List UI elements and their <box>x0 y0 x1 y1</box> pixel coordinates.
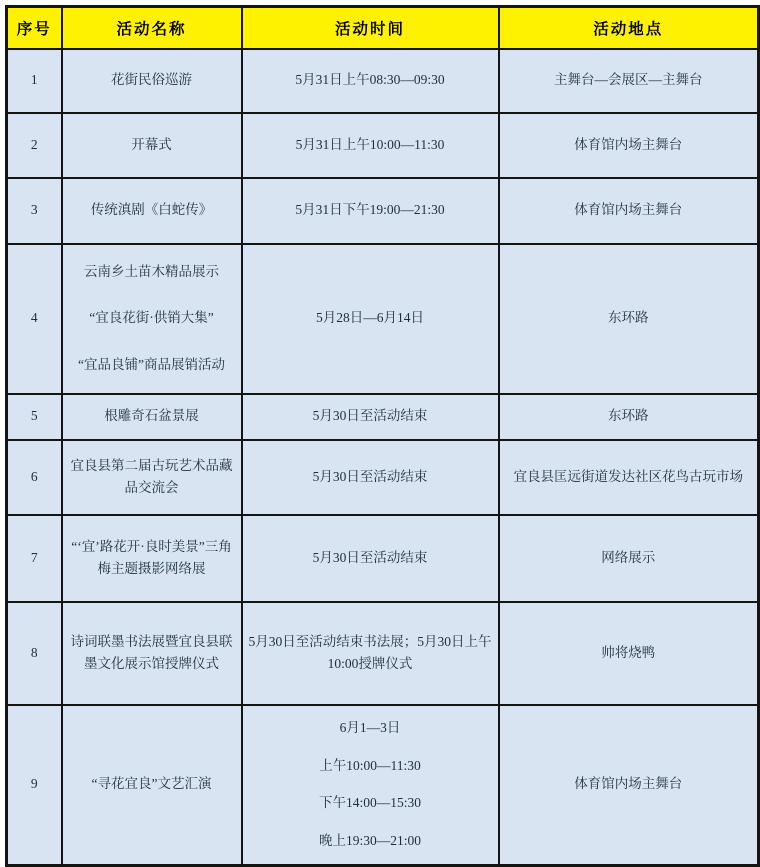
cell-place: 体育馆内场主舞台 <box>499 113 759 178</box>
cell-time: 5月28日—6月14日 <box>242 244 499 394</box>
cell-no: 5 <box>7 394 62 440</box>
cell-time: 5月30日至活动结束 <box>242 440 499 515</box>
cell-name: 开幕式 <box>62 113 242 178</box>
cell-no: 3 <box>7 178 62 244</box>
time-multiline <box>247 710 494 860</box>
activity-schedule-table <box>5 5 760 867</box>
cell-place: 主舞台—会展区—主舞台 <box>499 49 759 113</box>
table-row <box>7 244 759 394</box>
cell-time: 5月30日至活动结束 <box>242 515 499 602</box>
time-line: 下午14:00—15:30 <box>318 795 421 811</box>
cell-place: 宜良县匡远街道发达社区花鸟古玩市场 <box>499 440 759 515</box>
table-row <box>7 440 759 515</box>
cell-place: 帅将烧鸭 <box>499 602 759 705</box>
time-line: 上午10:00—11:30 <box>319 757 421 773</box>
cell-place: 东环路 <box>499 244 759 394</box>
cell-name: 花街民俗巡游 <box>62 49 242 113</box>
col-header-name: 活动名称 <box>62 7 242 49</box>
header-row <box>7 7 759 49</box>
cell-name: 宜良县第二届古玩艺术品藏品交流会 <box>62 440 242 515</box>
cell-no: 4 <box>7 244 62 394</box>
cell-no: 1 <box>7 49 62 113</box>
cell-no: 8 <box>7 602 62 705</box>
cell-time <box>242 705 499 866</box>
name-line: “宜品良铺”商品展销活动 <box>78 357 225 372</box>
cell-time: 5月30日至活动结束书法展；5月30日上午10:00授牌仪式 <box>242 602 499 705</box>
cell-place: 体育馆内场主舞台 <box>499 178 759 244</box>
cell-name: 诗词联墨书法展暨宜良县联墨文化展示馆授牌仪式 <box>62 602 242 705</box>
cell-name: 传统滇剧《白蛇传》 <box>62 178 242 244</box>
cell-time: 5月31日上午10:00—11:30 <box>242 113 499 178</box>
cell-no: 2 <box>7 113 62 178</box>
cell-name <box>62 244 242 394</box>
col-header-time: 活动时间 <box>242 7 499 49</box>
name-line: “宜良花街·供销大集” <box>89 310 214 326</box>
time-line: 6月1—3日 <box>339 720 401 736</box>
table-row <box>7 113 759 178</box>
table-row <box>7 515 759 602</box>
col-header-place: 活动地点 <box>499 7 759 49</box>
cell-place: 东环路 <box>499 394 759 440</box>
cell-time: 5月31日上午08:30—09:30 <box>242 49 499 113</box>
table-row <box>7 49 759 113</box>
table-row <box>7 394 759 440</box>
cell-time: 5月30日至活动结束 <box>242 394 499 440</box>
time-line: 晚上19:30—21:00 <box>318 832 421 848</box>
cell-time: 5月31日下午19:00—21:30 <box>242 178 499 244</box>
cell-name: “寻花宜良”文艺汇演 <box>62 705 242 866</box>
table-row <box>7 705 759 866</box>
cell-place: 体育馆内场主舞台 <box>499 705 759 866</box>
table-row <box>7 602 759 705</box>
name-multiline <box>67 249 237 389</box>
cell-no: 6 <box>7 440 62 515</box>
cell-place: 网络展示 <box>499 515 759 602</box>
cell-name: “‘宜’路花开·良时美景”三角梅主题摄影网络展 <box>62 515 242 602</box>
cell-no: 9 <box>7 705 62 866</box>
cell-name: 根雕奇石盆景展 <box>62 394 242 440</box>
table-row <box>7 178 759 244</box>
name-line: 云南乡土苗木精品展示 <box>84 263 219 279</box>
col-header-no: 序号 <box>7 7 62 49</box>
cell-no: 7 <box>7 515 62 602</box>
